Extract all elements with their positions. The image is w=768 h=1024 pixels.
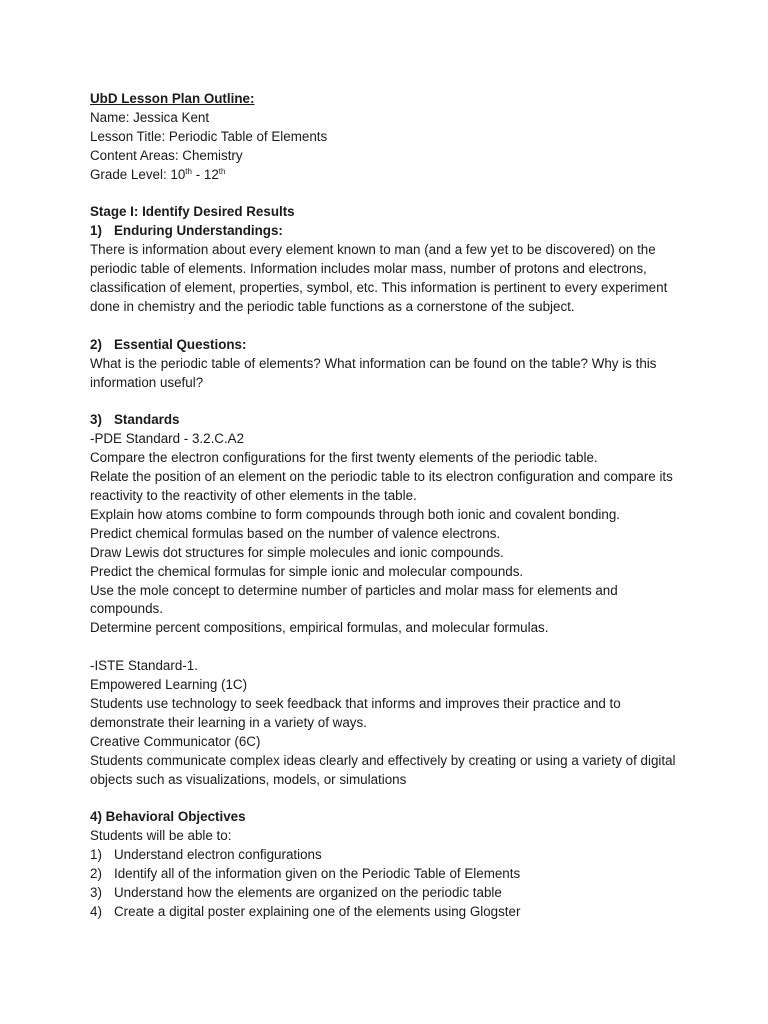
objective-item: [90, 903, 690, 922]
section-heading-text: Standards: [114, 412, 180, 428]
section-number: 1): [90, 223, 102, 239]
grade-level-start-suffix: th: [185, 166, 192, 176]
grade-level-start: Grade Level: 10: [90, 166, 186, 182]
objective-text: Understand electron configurations: [114, 847, 322, 863]
pde-standard-item: Compare the electron configurations for the first twenty elements of the periodic table.: [90, 450, 598, 466]
objective-item: [90, 884, 690, 903]
iste-standard-label: -ISTE Standard-1.: [90, 658, 198, 674]
section-number: 3): [90, 412, 102, 428]
objective-item: [90, 865, 690, 884]
enduring-understandings-heading: [90, 222, 690, 241]
objective-text: Understand how the elements are organized on the periodic table: [114, 884, 502, 900]
section-heading-text: Enduring Understandings:: [114, 223, 283, 239]
content-areas: Content Areas: Chemistry: [90, 147, 243, 163]
objective-number: 2): [90, 866, 102, 882]
grade-level: [90, 166, 690, 185]
objective-item: [90, 846, 690, 865]
section-heading-text: Essential Questions:: [114, 336, 247, 352]
grade-level-end: - 12: [191, 166, 219, 182]
enduring-understandings-text: There is information about every element known to man (and a few yet to be discovered) on the periodic table of elements. Information includes molar mass, number of protons and electrons, classification of element, properties, symbol, etc. This information is pertinent to every experiment done in chemistry and the periodic table functions as a cornerstone of the subject.: [90, 242, 668, 314]
author-name: Name: Jessica Kent: [90, 109, 210, 125]
objectives-intro: Students will be able to:: [90, 828, 232, 844]
behavioral-objectives-heading: 4) Behavioral Objectives: [90, 809, 246, 825]
document-title: UbD Lesson Plan Outline:: [90, 91, 255, 106]
objective-number: 3): [90, 884, 102, 900]
objective-text: Create a digital poster explaining one of the elements using Glogster: [114, 903, 521, 919]
objective-text: Identify all of the information given on the Periodic Table of Elements: [114, 866, 521, 882]
iste-standard-item: Empowered Learning (1C): [90, 677, 248, 693]
pde-standard-label: -PDE Standard - 3.2.C.A2: [90, 431, 245, 447]
pde-standard-item: Relate the position of an element on the periodic table to its electron configuration and compare its reactivity to the reactivity of other elements in the table.: [90, 469, 673, 503]
essential-questions-text: What is the periodic table of elements? What information can be found on the table? Why is this information useful?: [90, 355, 657, 390]
lesson-title: Lesson Title: Periodic Table of Elements: [90, 128, 328, 144]
iste-standard-item: Students communicate complex ideas clearly and effectively by creating or using a variety of digital objects such as visualizations, models, or simulations: [90, 752, 676, 787]
section-number: 2): [90, 336, 102, 352]
standards-heading: [90, 411, 690, 430]
pde-standard-item: Draw Lewis dot structures for simple molecules and ionic compounds.: [90, 544, 504, 560]
document-page: [90, 90, 690, 922]
stage-heading: Stage I: Identify Desired Results: [90, 204, 295, 220]
iste-standard-item: Creative Communicator (6C): [90, 733, 261, 749]
pde-standard-item: Use the mole concept to determine number of particles and molar mass for elements and compounds.: [90, 582, 618, 617]
grade-level-end-suffix: th: [218, 166, 226, 176]
essential-questions-heading: [90, 336, 690, 355]
pde-standard-item: Determine percent compositions, empirical formulas, and molecular formulas.: [90, 620, 549, 636]
objective-number: 1): [90, 847, 102, 863]
objective-number: 4): [90, 903, 102, 919]
pde-standard-item: Predict chemical formulas based on the number of valence electrons.: [90, 525, 501, 541]
pde-standard-item: Explain how atoms combine to form compounds through both ionic and covalent bonding.: [90, 506, 620, 522]
iste-standard-item: Students use technology to seek feedback that informs and improves their practice and to demonstrate their learning in a variety of ways.: [90, 695, 621, 730]
pde-standard-item: Predict the chemical formulas for simple ionic and molecular compounds.: [90, 563, 524, 579]
